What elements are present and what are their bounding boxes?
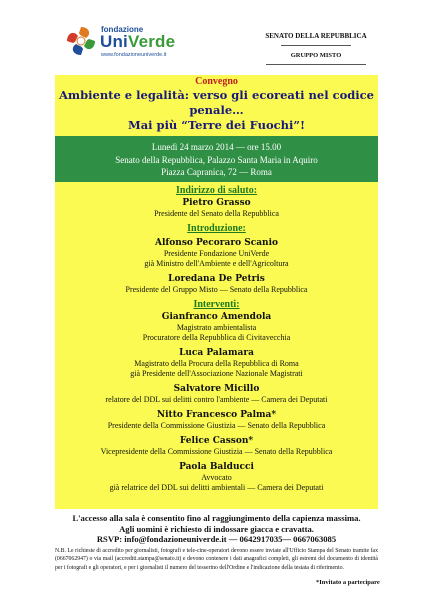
group-title: GRUPPO MISTO	[290, 52, 342, 59]
speaker-name: Paola Balducci	[179, 461, 254, 472]
press-accreditation-note: N.B. Le richieste di accredito per giornalisti, fotografi e tele-cine-operatori devono essere inviate all'Ufficio Stampa del Senato tramite fax (0667062947) o via mail (accrediti.stampa@senato.it) e devono contenere i dati anagrafici completi, gli estremi del documento di identità per i fotografi e gli operatori, e per i giornalisti il numero del tesserino dell'Ordine e l'indicazione della testata di riferimento.	[55, 548, 378, 571]
introduzione-heading: Introduzione:	[187, 222, 246, 234]
dress-code-note: Agli uomini è richiesto di indossare giacca e cravatta.	[119, 523, 314, 534]
invited-footnote: *Invitato a partecipare	[316, 579, 380, 586]
conference-title-line1: Ambiente e legalità: verso gli ecoreati nel codice penale…	[59, 88, 374, 117]
rsvp-contacts: RSVP: info@fondazioneuniverde.it — 0642917035— 0667063085	[96, 534, 337, 544]
speaker-role: Procuratore della Repubblica di Civitavecchia	[142, 332, 291, 342]
conference-title-block	[55, 75, 378, 133]
speaker-name: Alfonso Pecoraro Scanio	[155, 237, 278, 248]
event-details-band	[55, 136, 378, 182]
event-venue: Senato della Repubblica, Palazzo Santa Maria in Aquiro	[115, 154, 318, 165]
event-date: Lunedì 24 marzo 2014 — ore 15.00	[151, 142, 282, 152]
logo-universe-text	[100, 33, 175, 51]
logo-fondazione-text: fondazione	[101, 25, 144, 34]
speaker-role: Vicepresidente della Commissione Giustizia — Senato della Repubblica	[100, 446, 333, 456]
convegno-label: Convegno	[195, 76, 238, 87]
page-header	[0, 0, 430, 72]
speaker-name: Salvatore Micillo	[173, 383, 260, 394]
swirl-logo-icon	[64, 24, 98, 58]
speaker-role: Magistrato della Procura della Repubblica di Roma	[134, 358, 299, 368]
logo-uni: Uni	[100, 32, 128, 51]
speaker-name: Felice Casson*	[179, 435, 254, 446]
speaker-name: Gianfranco Amendola	[161, 311, 272, 322]
logo-url: www.fondazioneuniverde.it	[101, 52, 167, 58]
senate-header	[256, 32, 376, 65]
footer-notes	[55, 513, 378, 545]
fondazione-universe-logo	[64, 22, 214, 68]
speaker-name: Nitto Francesco Palma*	[156, 409, 277, 420]
logo-verde: Verde	[127, 32, 176, 51]
speaker-role: relatore del DDL sui delitti contro l'ambiente — Camera dei Deputati	[105, 394, 328, 404]
speaker-role: Presidente del Senato della Repubblica	[154, 208, 279, 218]
access-note: L'accesso alla sala è consentito fino al raggiungimento della capienza massima.	[72, 513, 361, 523]
programme	[55, 182, 378, 493]
group-divider	[266, 64, 366, 65]
event-address: Piazza Capranica, 72 — Roma	[161, 167, 272, 177]
speaker-name: Loredana De Petris	[168, 273, 265, 284]
event-poster	[55, 75, 378, 509]
speaker-role: Avvocato	[201, 472, 232, 482]
saluto-heading: Indirizzo di saluto:	[175, 184, 258, 196]
speaker-role: Presidente Fondazione UniVerde	[163, 248, 270, 258]
speaker-role: già Presidente dell'Associazione Nazionale Magistrati	[130, 368, 303, 378]
conference-title-line2: Mai più “Terre dei Fuochi”!	[127, 118, 306, 132]
speaker-role: Presidente della Commissione Giustizia — Senato della Repubblica	[107, 420, 326, 430]
speaker-name: Luca Palamara	[179, 347, 254, 358]
speaker-role: Magistrato ambientalista	[176, 322, 257, 332]
speaker-role: già Ministro dell'Ambiente e dell'Agricoltura	[144, 258, 289, 268]
interventi-heading: Interventi:	[193, 298, 240, 310]
speaker-role: Presidente del Gruppo Misto — Senato della Repubblica	[125, 284, 308, 294]
speaker-name: Pietro Grasso	[182, 197, 251, 208]
speaker-role: già relatrice del DDL sui delitti ambientali — Camera dei Deputati	[109, 482, 324, 492]
senate-divider	[281, 45, 351, 46]
senate-title: SENATO DELLA REPUBBLICA	[265, 32, 367, 40]
